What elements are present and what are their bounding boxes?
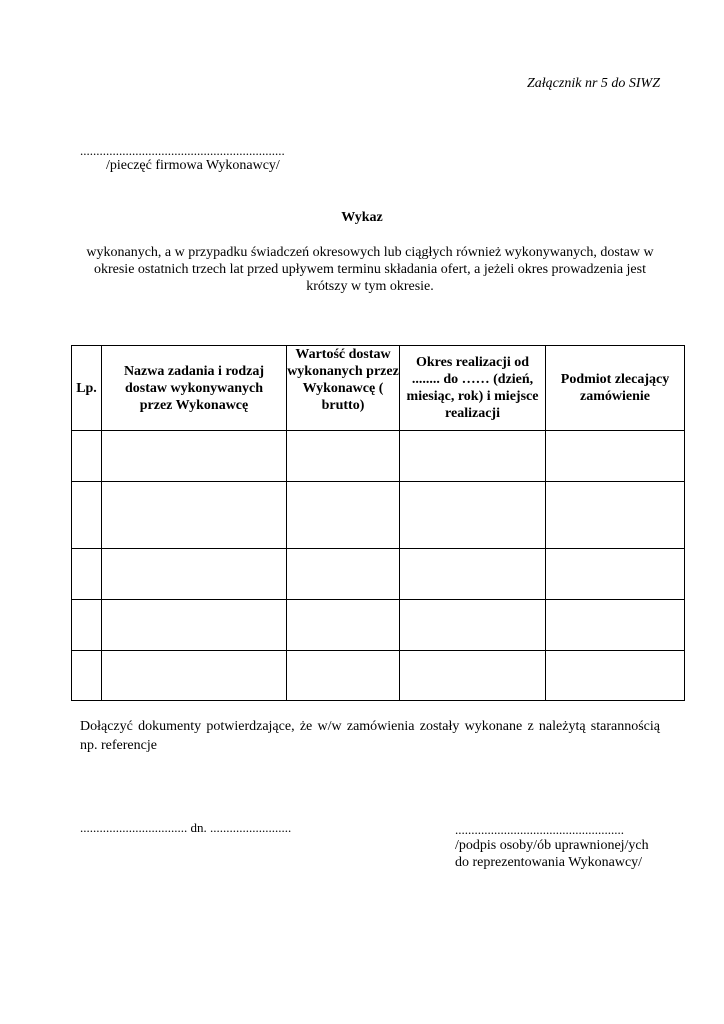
signature-label [455, 837, 649, 871]
table-cell [72, 651, 102, 701]
stamp-label: /pieczęć firmowa Wykonawcy/ [106, 158, 280, 173]
table-row [72, 600, 685, 651]
stamp-placeholder-line: ............................................................... [80, 143, 285, 158]
table-cell [400, 651, 546, 701]
table-cell [546, 600, 685, 651]
table-cell [546, 431, 685, 482]
table-cell [400, 482, 546, 549]
table-cell [287, 651, 400, 701]
intro-paragraph: wykonanych, a w przypadku świadczeń okresowych lub ciągłych również wykonywanych, dostaw w okresie ostatnich trzech lat przed upływem terminu składania ofert, a jeżeli okres prowadzenia jest krótszy w tym okresie. [86, 245, 654, 294]
table-row [72, 482, 685, 549]
table-cell [400, 431, 546, 482]
table-cell [287, 600, 400, 651]
table-header-row [72, 346, 685, 431]
table-row [72, 651, 685, 701]
signature-label-line-1: /podpis osoby/ób uprawnionej/ych [455, 838, 649, 853]
table-cell [287, 482, 400, 549]
signature-label-line-2: do reprezentowania Wykonawcy/ [455, 855, 643, 870]
table-cell [400, 600, 546, 651]
place-date-line: ................................. dn. ......................... [80, 820, 292, 835]
attachment-note: Dołączyć dokumenty potwierdzające, że w/w zamówienia zostały wykonane z należytą starannością np. referencje [80, 719, 660, 753]
table-row [72, 549, 685, 600]
column-header-client: Podmiot zlecający zamówienie [546, 346, 685, 431]
table-cell [102, 482, 287, 549]
table-cell [102, 651, 287, 701]
table-row [72, 431, 685, 482]
table-cell [546, 549, 685, 600]
column-header-period: Okres realizacji od ........ do …… (dzień, miesiąc, rok) i miejsce realizacji [400, 346, 546, 431]
table-cell [287, 549, 400, 600]
deliveries-table [71, 345, 685, 701]
signature-line: .................................................... [455, 822, 624, 837]
column-header-task-name: Nazwa zadania i rodzaj dostaw wykonywanych przez Wykonawcę [102, 346, 287, 431]
table-cell [102, 600, 287, 651]
table-cell [102, 549, 287, 600]
table-cell [102, 431, 287, 482]
table-cell [400, 549, 546, 600]
table-cell [72, 482, 102, 549]
table-cell [287, 431, 400, 482]
table-cell [72, 549, 102, 600]
column-header-value: Wartość dostaw wykonanych przez Wykonawcę ( brutto) [287, 346, 400, 431]
column-header-lp: Lp. [72, 346, 102, 431]
annex-label: Załącznik nr 5 do SIWZ [527, 76, 660, 91]
table-cell [546, 651, 685, 701]
table-cell [72, 600, 102, 651]
table-cell [72, 431, 102, 482]
document-title: Wykaz [341, 210, 383, 225]
table-cell [546, 482, 685, 549]
